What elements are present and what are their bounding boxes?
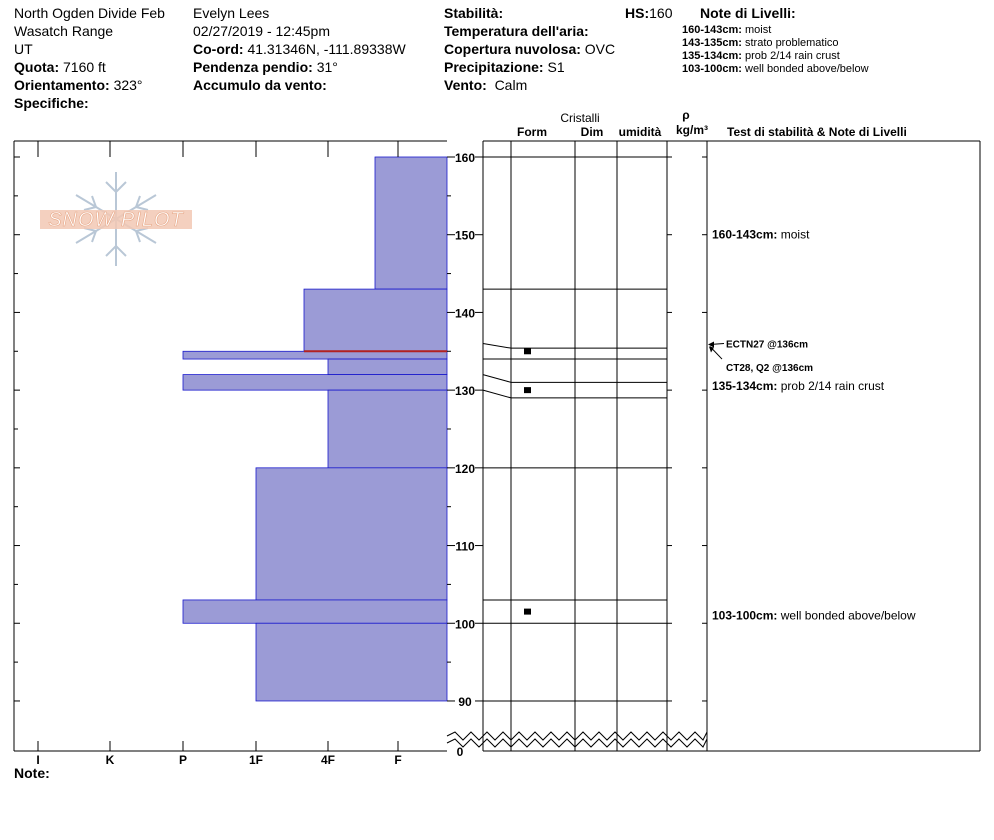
hardness-bars <box>183 157 447 701</box>
hardness-bar <box>183 375 447 391</box>
stability-tests <box>708 340 813 375</box>
precipitation: Precipitazione: S1 <box>444 59 565 75</box>
height-tick-label: 120 <box>454 461 476 476</box>
stability-label: Stabilità: <box>444 5 504 21</box>
crystals-header: Cristalli <box>560 111 600 125</box>
location: North Ogden Divide Feb <box>14 5 165 21</box>
hardness-label: 1F <box>248 753 264 767</box>
hardness-bar <box>183 600 447 623</box>
grain-form-marks <box>524 348 531 614</box>
hardness-label: F <box>394 753 402 767</box>
stability-notes-header: Test di stabilità & Note di Livelli <box>727 125 907 139</box>
specifics-label: Specifiche: <box>14 95 89 111</box>
observer: Evelyn Lees <box>193 5 270 21</box>
hardness-bar <box>328 390 447 468</box>
layer-note-rain-crust: 135-134cm: prob 2/14 rain crust <box>712 379 885 394</box>
coordinates: Co-ord: 41.31346N, -111.89338W <box>193 41 406 57</box>
grain-form-mark <box>524 387 531 393</box>
grain-form-mark <box>524 609 531 615</box>
logo-text: SNOW PILOT <box>48 209 184 231</box>
hardness-bar <box>256 623 447 701</box>
datetime: 02/27/2019 - 12:45pm <box>193 23 330 39</box>
form-header: Form <box>517 125 547 139</box>
layer-note-well-bonded: 103-100cm: well bonded above/below <box>712 608 916 623</box>
hardness-bar <box>375 157 447 289</box>
layer-note-moist: 160-143cm: moist <box>712 227 810 242</box>
snowpilot-logo <box>40 172 192 266</box>
height-tick-label: 150 <box>454 228 476 243</box>
height-tick-label: 130 <box>454 384 476 399</box>
layer-note: 103-100cm: well bonded above/below <box>682 63 869 75</box>
height-break-label: 0 <box>456 745 464 759</box>
height-tick-label: 100 <box>454 617 476 632</box>
slope: Pendenza pendio: 31° <box>193 59 338 75</box>
air-temp-label: Temperatura dell'aria: <box>444 23 589 39</box>
test-ectn: ECTN27 @136cm <box>726 339 809 351</box>
height-tick-label: 110 <box>455 539 475 554</box>
layer-note: 135-134cm: prob 2/14 rain crust <box>682 50 840 62</box>
wind-loading-label: Accumulo da vento: <box>193 77 327 93</box>
snow-height: HS:160 <box>625 5 673 21</box>
moisture-header: umidità <box>618 125 662 139</box>
left-minor-ticks <box>14 157 20 701</box>
hardness-label: 4F <box>320 753 336 767</box>
test-arrowhead <box>708 342 714 348</box>
hardness-bar <box>328 359 447 375</box>
hardness-label: P <box>178 753 188 767</box>
axis-break-zigzag <box>447 739 707 747</box>
axis-break-zigzag <box>447 732 707 740</box>
height-tick-label: 90 <box>458 694 472 709</box>
axis-break <box>447 732 707 747</box>
range: Wasatch Range <box>14 23 114 39</box>
hardness-label: K <box>105 753 115 767</box>
layer-note: 143-135cm: strato problematico <box>682 37 839 49</box>
hardness-label: I <box>36 753 40 767</box>
hardness-bar <box>183 351 447 359</box>
layer-notes-title: Note di Livelli: <box>700 5 796 21</box>
aspect: Orientamento: 323° <box>14 77 143 93</box>
dim-header: Dim <box>580 125 604 139</box>
grain-form-mark <box>524 348 531 354</box>
note-label: Note: <box>14 765 50 781</box>
right-layer-notes <box>712 228 916 623</box>
state: UT <box>14 41 33 57</box>
hardness-bar <box>256 468 447 600</box>
rho-header: ρ <box>682 108 690 122</box>
sky-cover: Copertura nuvolosa: OVC <box>444 41 616 57</box>
notes-ticks <box>667 157 707 701</box>
test-ct: CT28, Q2 @136cm <box>726 363 814 375</box>
height-tick-label: 140 <box>454 306 476 321</box>
hardness-bar <box>304 289 447 351</box>
elevation: Quota: 7160 ft <box>14 59 106 75</box>
wind: Vento: Calm <box>444 77 528 93</box>
layer-note: 160-143cm: moist <box>682 24 772 36</box>
density-header: kg/m³ <box>675 123 709 137</box>
height-tick-label: 160 <box>454 151 476 165</box>
height-axis <box>447 151 483 759</box>
